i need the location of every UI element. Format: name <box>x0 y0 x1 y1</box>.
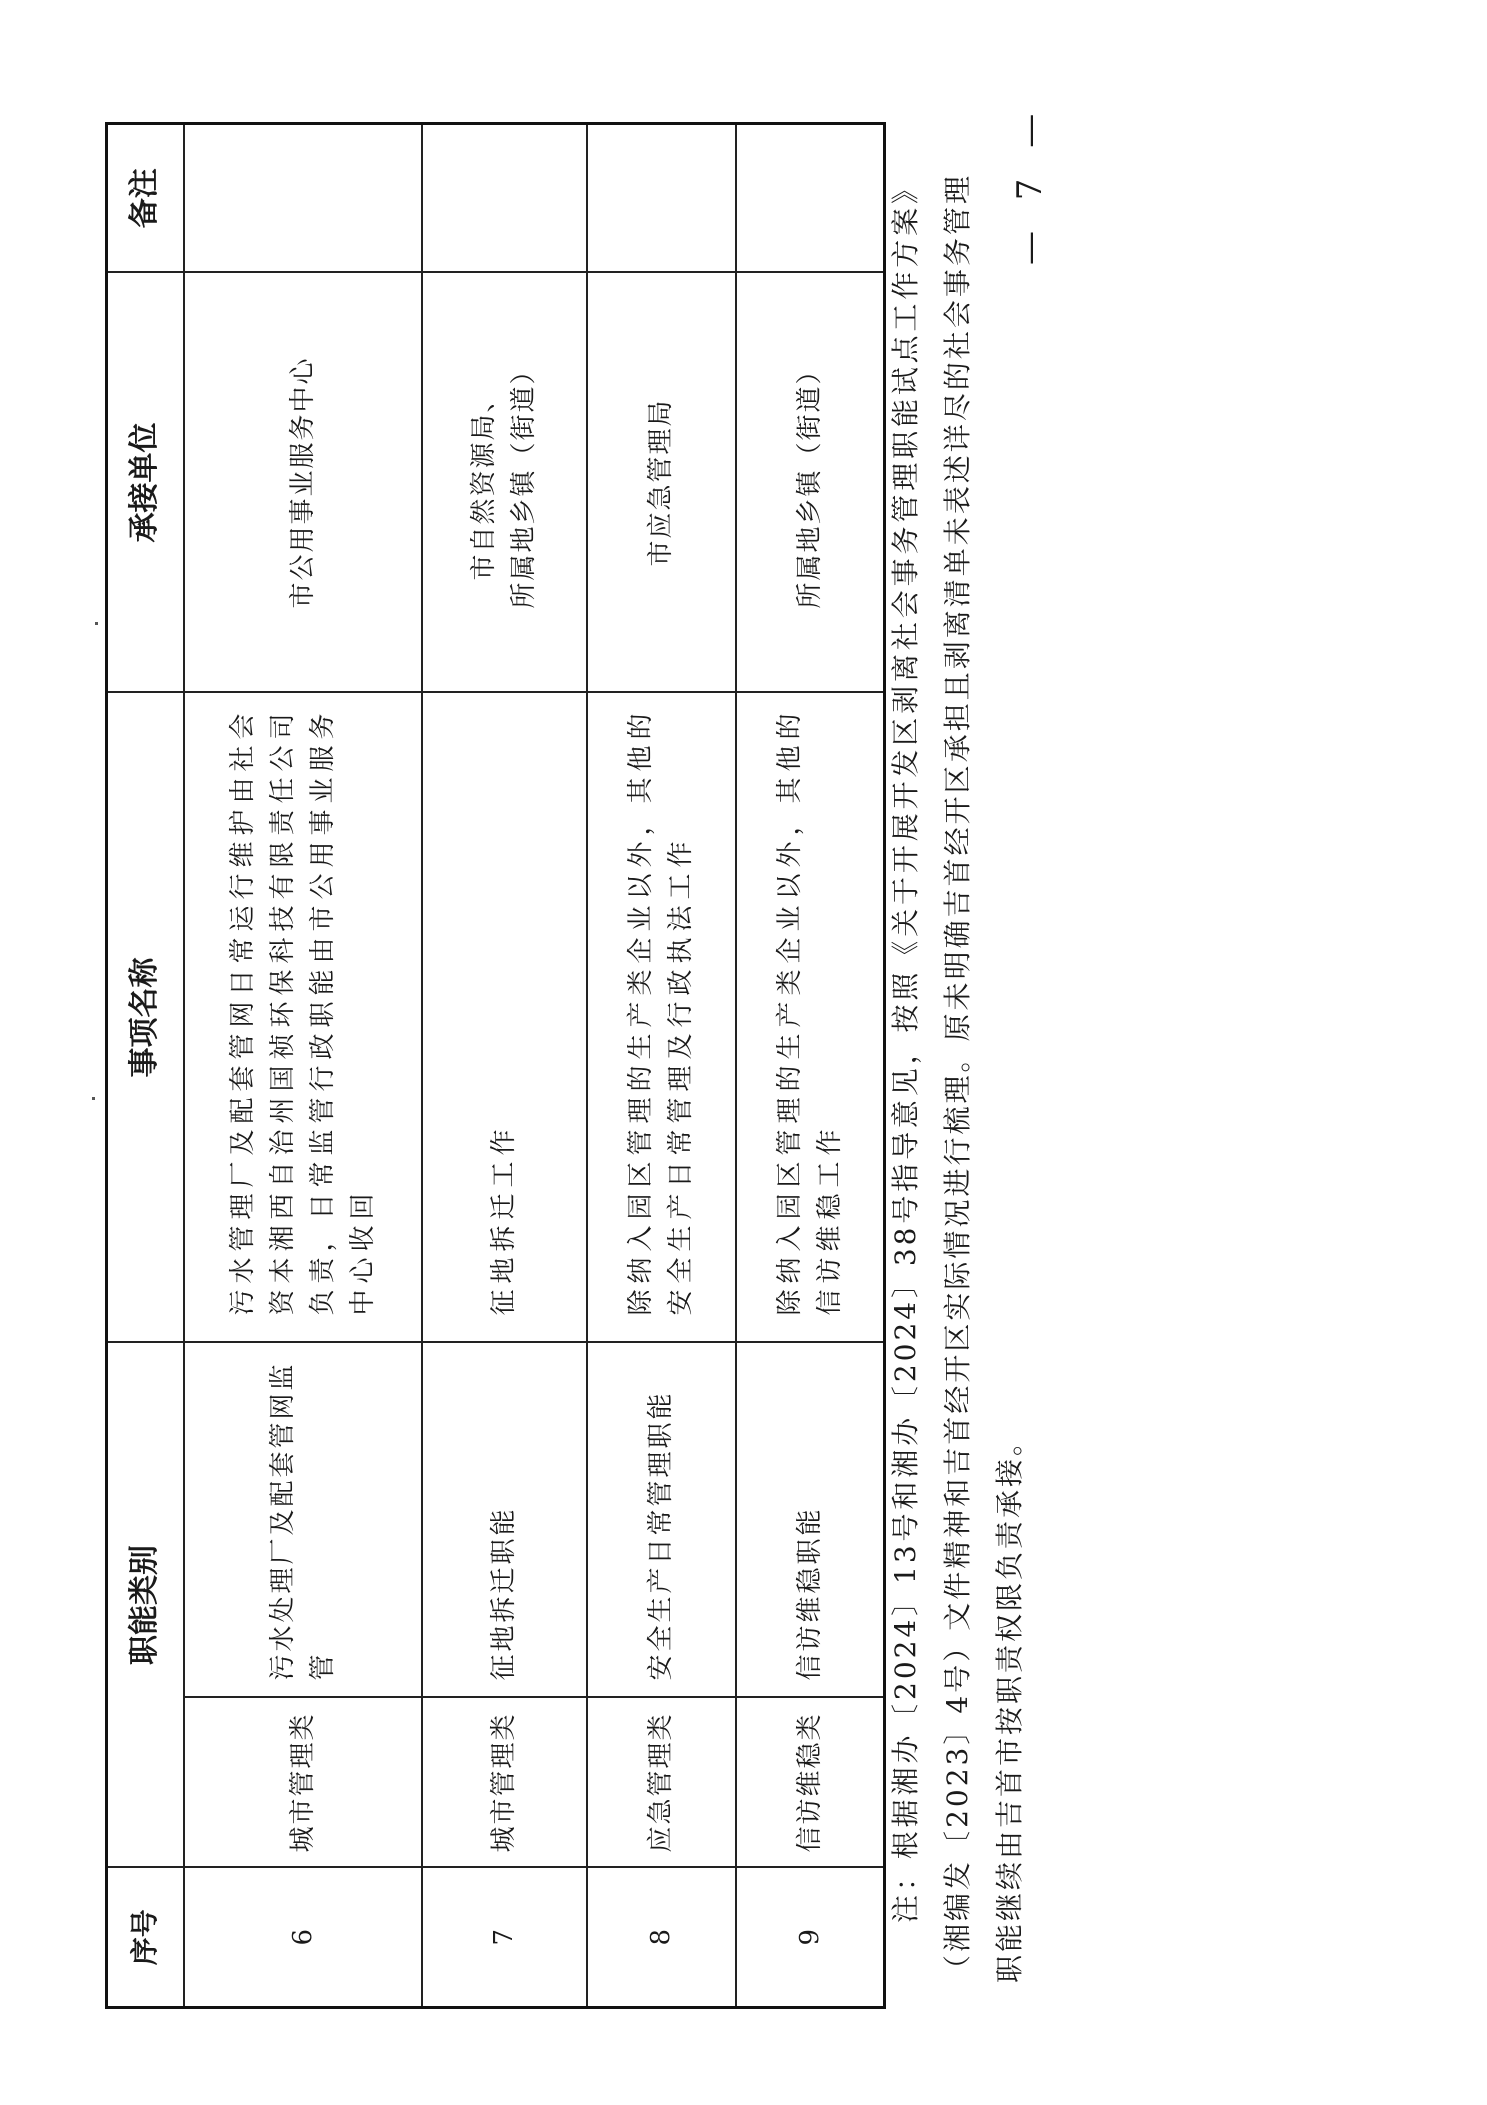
row-type: 信访维稳类 <box>736 1698 885 1868</box>
row-item: 除纳入园区管理的生产类企业以外，其他的安全生产日常管理及行政执法工作 <box>587 693 736 1343</box>
page-number: — 7 — <box>1010 103 1050 265</box>
table-row <box>422 124 586 2008</box>
row-seq: 7 <box>422 1868 586 2008</box>
row-item: 除纳入园区管理的生产类企业以外，其他的信访维稳工作 <box>736 693 885 1343</box>
header-seq: 序号 <box>107 1868 184 2008</box>
row-seq: 9 <box>736 1868 885 2008</box>
unit-line: 市公用事业服务中心 <box>287 356 318 609</box>
row-remark <box>587 124 736 273</box>
scan-speck <box>95 622 98 625</box>
table-footnote <box>880 173 1036 1983</box>
table-row <box>184 124 423 2008</box>
row-category: 征地拆迁职能 <box>422 1343 586 1698</box>
functions-table <box>105 122 886 2009</box>
row-unit <box>587 273 736 693</box>
header-unit: 承接单位 <box>107 273 184 693</box>
row-unit <box>422 273 586 693</box>
header-remark: 备注 <box>107 124 184 273</box>
row-item: 征地拆迁工作 <box>422 693 586 1343</box>
row-unit <box>184 273 423 693</box>
row-remark <box>184 124 423 273</box>
scan-speck <box>92 1097 95 1100</box>
row-seq: 8 <box>587 1868 736 2008</box>
row-remark <box>736 124 885 273</box>
unit-line: 市应急管理局 <box>646 398 677 567</box>
header-item: 事项名称 <box>107 693 184 1343</box>
row-type: 城市管理类 <box>422 1698 586 1868</box>
table-row <box>587 124 736 2008</box>
row-unit <box>736 273 885 693</box>
unit-line: 所属地乡镇（街道） <box>794 356 825 609</box>
row-seq: 6 <box>184 1868 423 2008</box>
unit-line: 所属地乡镇（街道） <box>509 356 540 609</box>
row-item: 污水管理厂及配套管网日常运行维护由社会资本湘西自治州国祯环保科技有限责任公司负责，日常监管行政职能由市公用事业服务中心收回 <box>184 693 423 1343</box>
footnote-text: 注：根据湘办〔2024〕13号和湘办〔2024〕38号指导意见，按照《关于开展开发区剥离社会事务管理职能试点工作方案》（湘编发〔2023〕4号）文件精神和吉首经开区实际情况进行梳理。原未明确吉首经开区承担且剥离清单未表述详尽的社会事务管理职能继续由吉首市按职责权限负责承接。 <box>889 173 1026 1983</box>
unit-line: 市自然资源局、 <box>469 384 500 581</box>
row-category: 安全生产日常管理职能 <box>587 1343 736 1698</box>
row-type: 应急管理类 <box>587 1698 736 1868</box>
header-category: 职能类别 <box>107 1343 184 1868</box>
row-category: 污水处理厂及配套管网监管 <box>184 1343 423 1698</box>
table-header-row <box>107 124 184 2008</box>
row-type: 城市管理类 <box>184 1698 423 1868</box>
table-row <box>736 124 885 2008</box>
row-remark <box>422 124 586 273</box>
row-category: 信访维稳职能 <box>736 1343 885 1698</box>
